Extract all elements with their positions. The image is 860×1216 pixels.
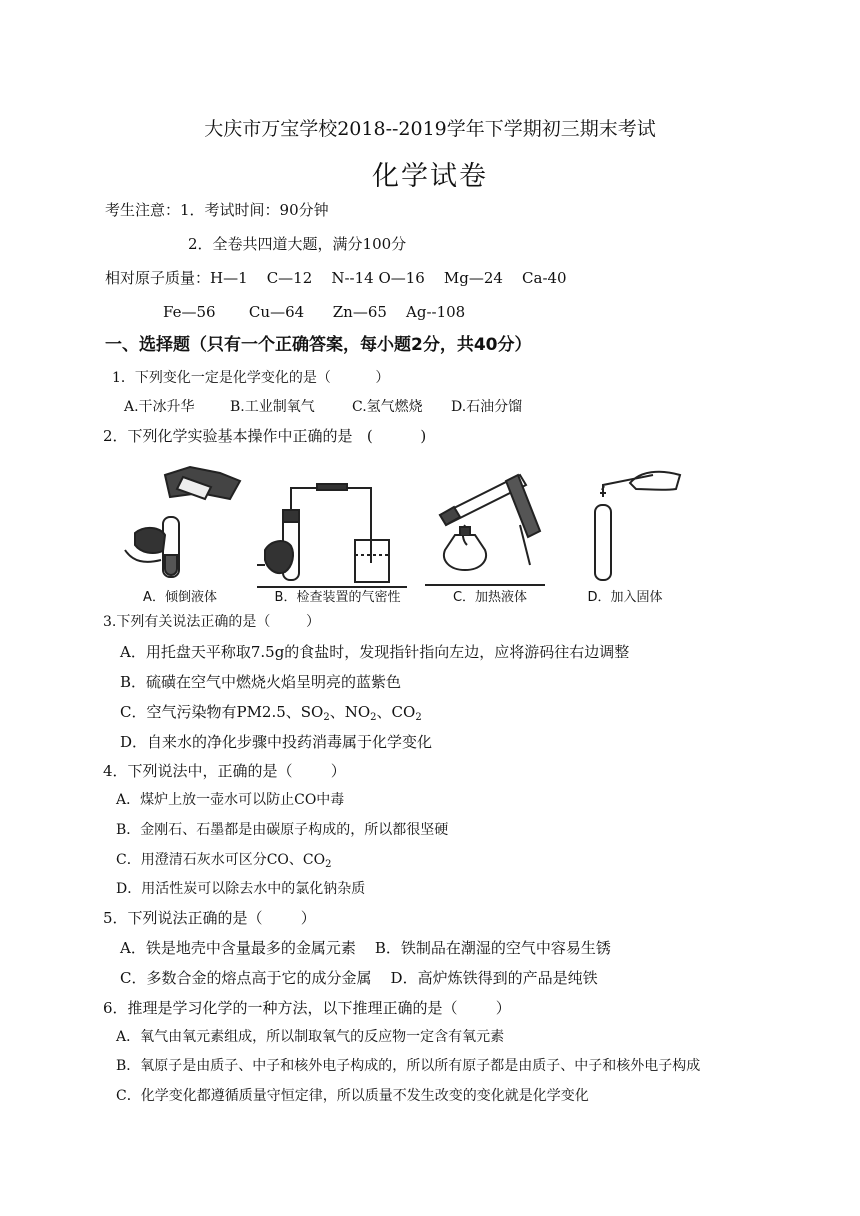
- question-3-option-a: A．用托盘天平称取7.5g的食盐时，发现指针指向左边，应将游码往右边调整: [120, 643, 630, 661]
- q4c-text: C．用澄清石灰水可区分CO、CO: [116, 852, 326, 868]
- question-3-option-c: [120, 702, 422, 722]
- figure-b-caption: B．检查装置的气密性: [274, 590, 401, 605]
- atomic-masses-line-1: 相对原子质量：H—1 C—12 N--14 O—16 Mg—24 Ca-40: [105, 269, 567, 287]
- figure-c-heating-liquid: [420, 455, 560, 605]
- question-5-options-ab: A．铁是地壳中含量最多的金属元素 B．铁制品在潮湿的空气中容易生锈: [120, 939, 611, 957]
- heating-illustration: [420, 455, 560, 605]
- figure-a-caption: A．倾倒液体: [143, 590, 217, 605]
- q3c-sub-2: 2: [370, 712, 377, 723]
- question-3-option-d: D．自来水的净化步骤中投药消毒属于化学变化: [120, 733, 433, 751]
- notice-line-2: 2．全卷共四道大题，满分100分: [188, 235, 407, 253]
- question-4-option-b: B．金刚石、石墨都是由碳原子构成的，所以都很坚硬: [116, 822, 449, 838]
- question-6-option-b: B．氧原子是由质子、中子和核外电子构成的，所以所有原子都是由质子、中子和核外电子构成: [116, 1058, 701, 1074]
- exam-subject-title: 化学试卷: [372, 161, 488, 192]
- section-heading: 一、选择题（只有一个正确答案，每小题2分，共40分）: [105, 335, 532, 355]
- airtightness-illustration: [255, 455, 420, 605]
- figure-c-caption: C．加热液体: [452, 590, 528, 605]
- adding-solid-illustration: [560, 455, 690, 605]
- question-3-stem: 3.下列有关说法正确的是（ ）: [103, 614, 320, 630]
- figure-a-pouring-liquid: [105, 455, 255, 605]
- question-5-stem: 5．下列说法正确的是（ ）: [103, 909, 316, 927]
- question-4-option-c: [116, 850, 331, 870]
- figure-d-caption: D．加入固体: [587, 590, 663, 605]
- question-1-stem: 1．下列变化一定是化学变化的是（ ）: [112, 370, 390, 386]
- q3c-text-2: 、NO: [329, 703, 371, 721]
- question-1-option-b: B.工业制氧气: [230, 399, 315, 415]
- question-4-option-d: D．用活性炭可以除去水中的氯化钠杂质: [116, 881, 366, 897]
- q3c-sub-3: 2: [415, 712, 422, 723]
- question-6-stem: 6．推理是学习化学的一种方法，以下推理正确的是（ ）: [103, 999, 511, 1017]
- q3c-text-1: C．空气污染物有PM2.5、SO: [120, 703, 324, 721]
- question-5-options-cd: C．多数合金的熔点高于它的成分金属 D．高炉炼铁得到的产品是纯铁: [120, 969, 598, 987]
- question-6-option-a: A．氧气由氧元素组成，所以制取氧气的反应物一定含有氧元素: [116, 1029, 505, 1045]
- question-4-stem: 4．下列说法中，正确的是（ ）: [103, 762, 346, 780]
- exam-title: 大庆市万宝学校2018--2019学年下学期初三期末考试: [204, 118, 656, 140]
- question-6-option-c: C．化学变化都遵循质量守恒定律，所以质量不发生改变的变化就是化学变化: [116, 1088, 589, 1104]
- question-2-stem: 2．下列化学实验基本操作中正确的是 ( ): [103, 427, 427, 445]
- notice-line-1: 考生注意：1．考试时间：90分钟: [105, 201, 329, 219]
- question-3-option-b: B．硫磺在空气中燃烧火焰呈明亮的蓝紫色: [120, 673, 402, 691]
- question-1-option-d: D.石油分馏: [451, 399, 523, 415]
- figure-b-airtightness-check: [255, 455, 420, 605]
- atomic-masses-line-2: Fe—56 Cu—64 Zn—65 Ag--108: [163, 303, 466, 321]
- figure-d-adding-solid: [560, 455, 690, 605]
- q3c-sub-1: 2: [323, 712, 330, 723]
- question-1-option-c: C.氢气燃烧: [352, 399, 423, 415]
- question-1-option-a: A.干冰升华: [124, 399, 195, 415]
- q4c-sub: 2: [325, 859, 332, 870]
- pouring-illustration: [105, 455, 255, 605]
- q3c-text-3: 、CO: [376, 703, 416, 721]
- question-4-option-a: A．煤炉上放一壶水可以防止CO中毒: [116, 792, 345, 808]
